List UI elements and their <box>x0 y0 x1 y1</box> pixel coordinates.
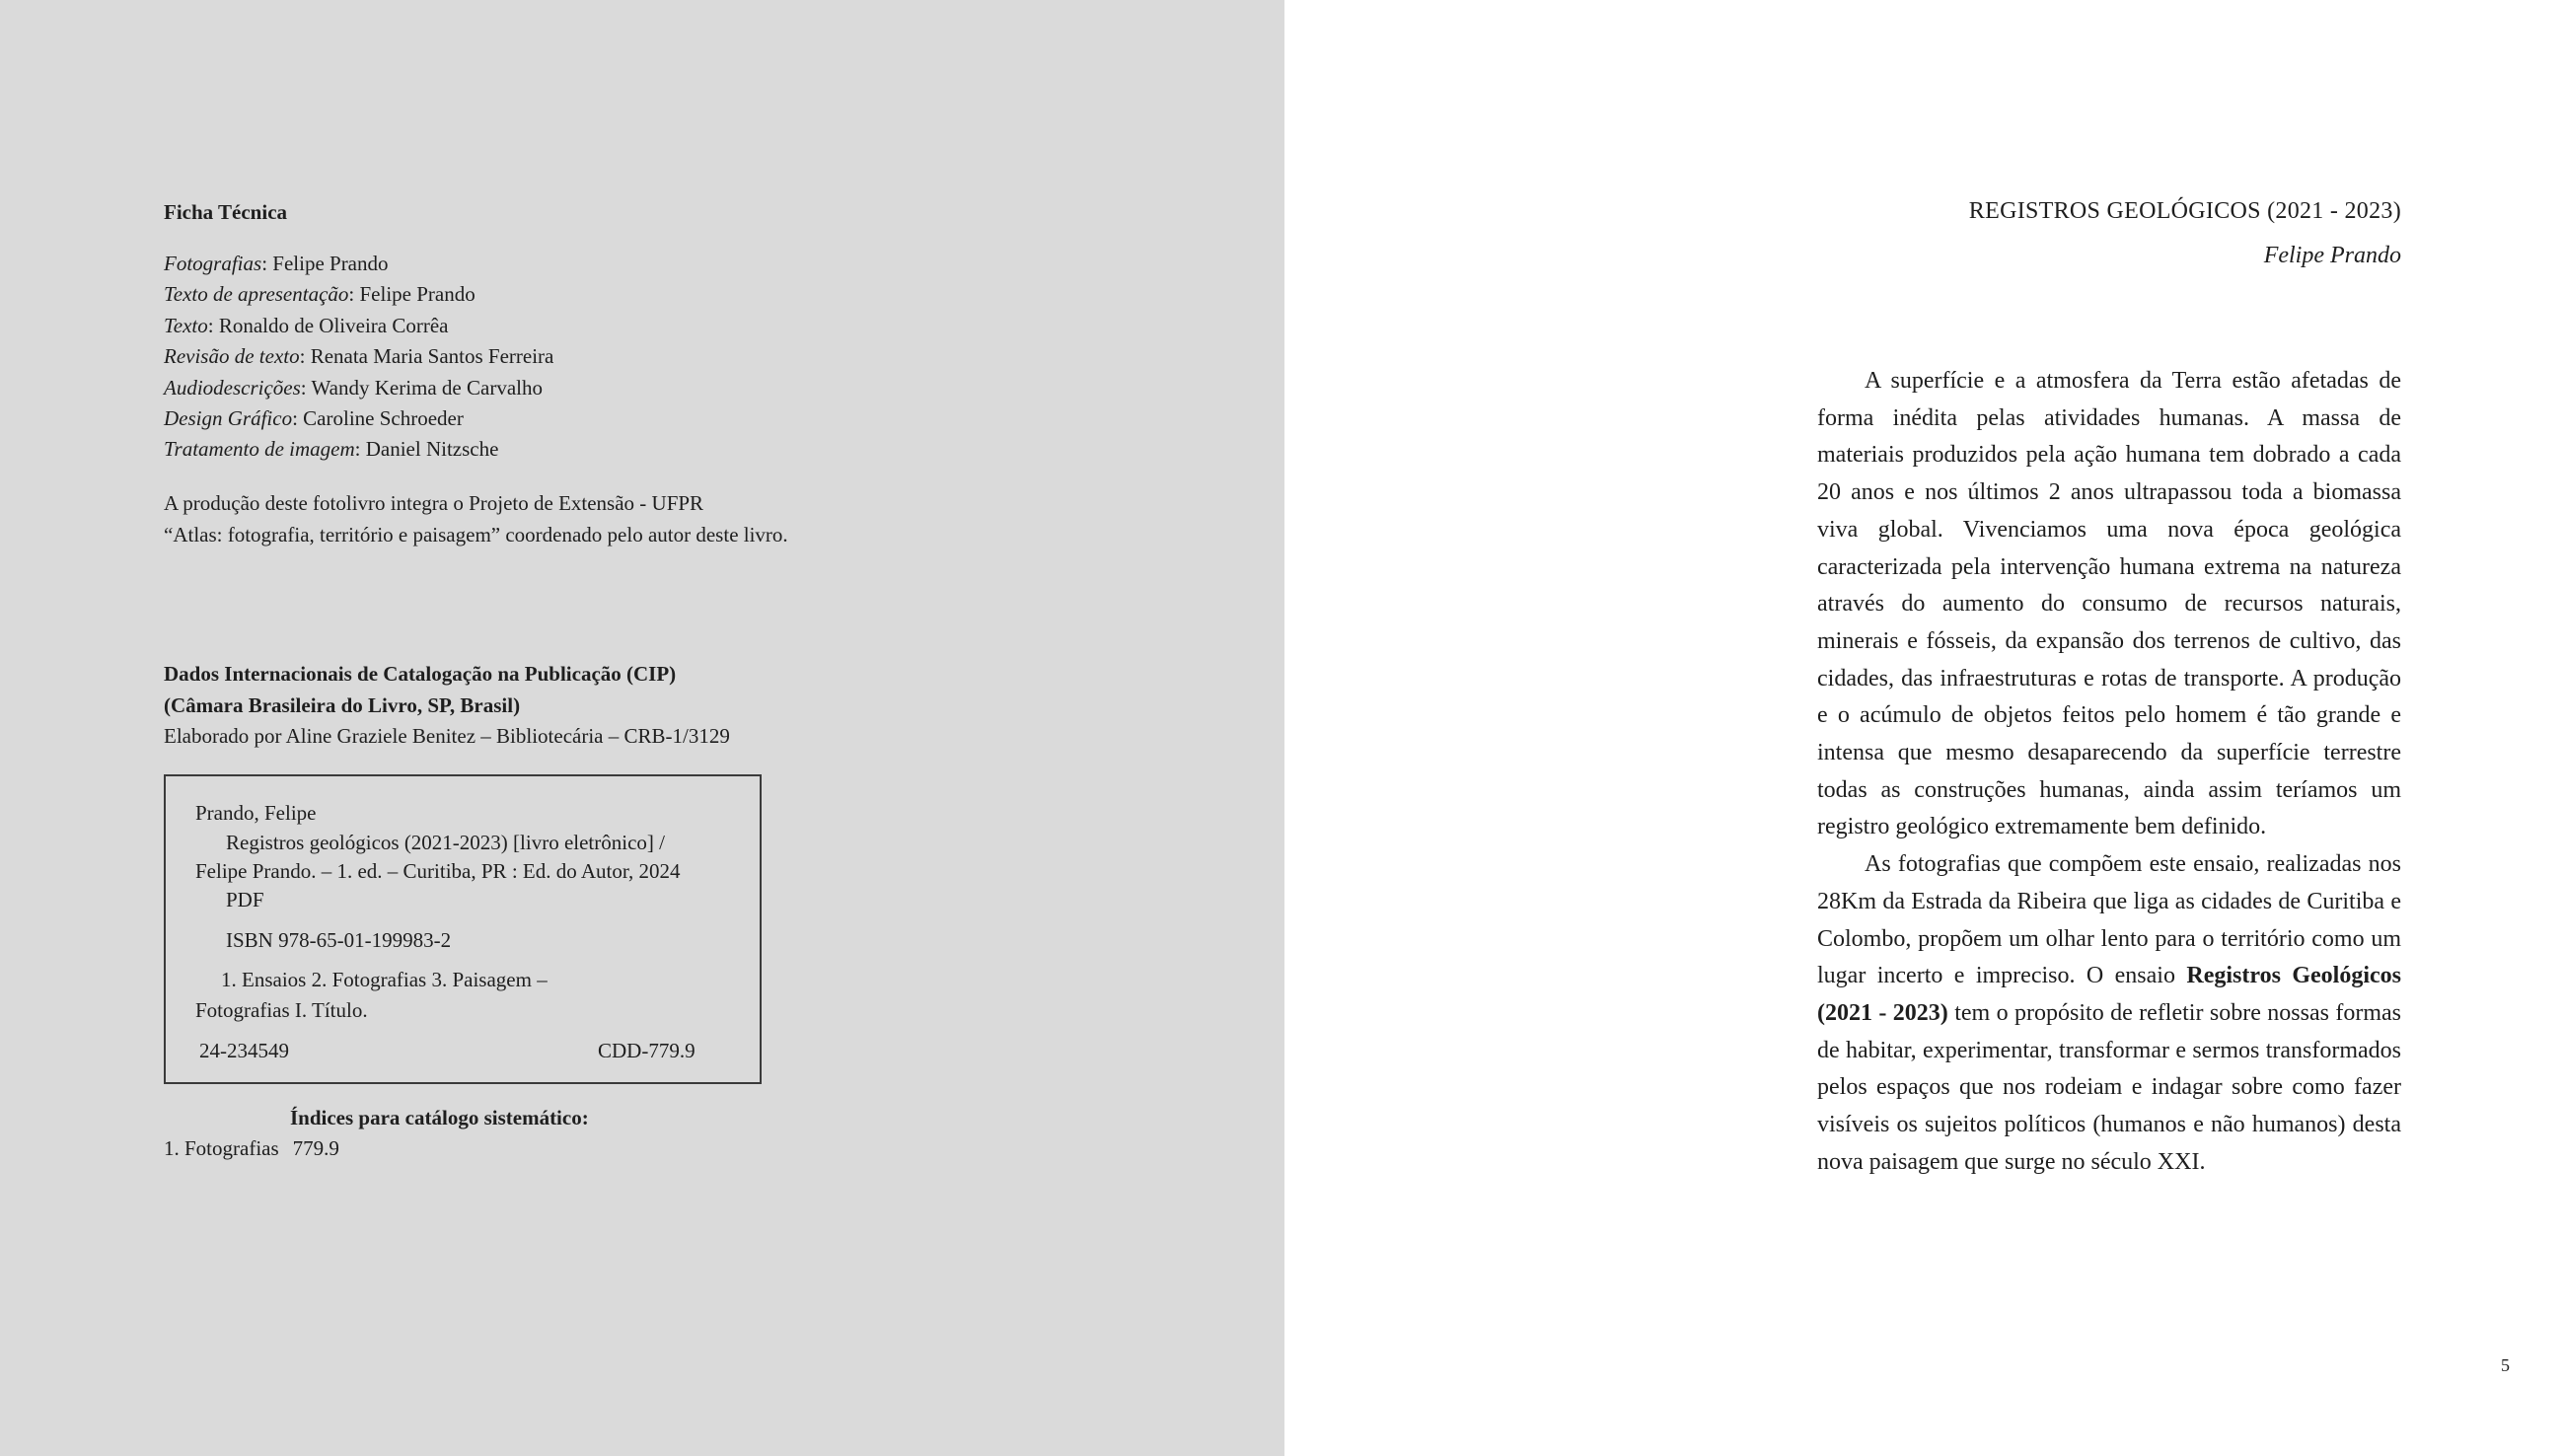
credit-role: Audiodescrições <box>164 375 301 400</box>
book-author: Felipe Prando <box>2263 243 2401 268</box>
essay-paragraph-1: A superfície e a atmosfera da Terra estão afetadas de forma inédita pelas atividades humanas. A massa de materiais produzidos pela ação humana tem dobrado a cada 20 anos e nos últimos 2 anos ultrapassou toda a biomassa viva global. Vivenciamos uma nova época geológica caracterizada pela intervenção humana extrema na natureza através do aumento do consumo de recursos naturais, minerais e fósseis, da expansão dos terrenos de cultivo, das cidades, das infraestruturas e rotas de transporte. A produção e o acúmulo de objetos feitos pelo homem é tão grande e intensa que mesmo desaparecendo da superfície terrestre todas as construções humanas, ainda assim teríamos um registro geológico extremamente bem definido. <box>1817 368 2401 840</box>
credit-line <box>164 403 553 434</box>
credit-name: : Renata Maria Santos Ferreira <box>299 344 554 369</box>
indices-item <box>164 1136 339 1161</box>
catalog-cdd: CDD-779.9 <box>598 1039 696 1062</box>
catalog-subjects-line-1: 1. Ensaios 2. Fotografias 3. Paisagem – <box>221 968 548 991</box>
credit-name: : Wandy Kerima de Carvalho <box>300 375 543 400</box>
credit-role: Design Gráfico <box>164 406 293 431</box>
page-number: 5 <box>2501 1355 2510 1375</box>
production-note <box>164 488 788 550</box>
ficha-tecnica-title: Ficha Técnica <box>164 200 288 224</box>
catalog-title-line: Registros geológicos (2021-2023) [livro eletrônico] / <box>226 831 665 854</box>
essay-paragraph-2 <box>1817 846 2401 1181</box>
catalog-author: Prando, Felipe <box>195 801 317 825</box>
cip-heading-line-1: Dados Internacionais de Catalogação na Publicação (CIP) <box>164 662 677 686</box>
essay-text <box>1817 363 2401 1181</box>
credit-role: Texto <box>164 313 208 337</box>
indices-item-number: 779.9 <box>292 1136 339 1160</box>
credit-role: Tratamento de imagem <box>164 437 355 462</box>
catalog-subjects-line-2: Fotografias I. Título. <box>195 998 368 1022</box>
credit-name: : Felipe Prando <box>261 252 389 275</box>
right-page <box>1284 0 2563 1456</box>
credits-list <box>164 249 553 466</box>
catalog-edition-line: Felipe Prando. – 1. ed. – Curitiba, PR : Ed. do Autor, 2024 <box>195 859 681 883</box>
credit-role: Fotografias <box>164 252 262 275</box>
catalog-format: PDF <box>226 888 264 911</box>
essay-paragraph-2-end: tem o propósito de refletir sobre nossas formas de habitar, experimentar, transformar e sermos transformados pelos espaços que nos rodeiam e indagar sobre como fazer visíveis os sujeitos políticos (humanos e não humanos) desta nova paisagem que surge no século XXI. <box>1817 999 2401 1175</box>
credit-name: : Daniel Nitzsche <box>354 437 499 462</box>
credit-name: : Ronaldo de Oliveira Corrêa <box>207 313 449 337</box>
indices-title: Índices para catálogo sistemático: <box>290 1106 589 1129</box>
catalog-card <box>164 774 762 1084</box>
cip-heading <box>164 659 730 753</box>
credit-line <box>164 279 553 310</box>
credit-line <box>164 311 553 341</box>
cip-prepared-by: Elaborado por Aline Graziele Benitez – Bibliotecária – CRB-1/3129 <box>164 724 730 748</box>
book-title: REGISTROS GEOLÓGICOS (2021 - 2023) <box>1968 198 2401 224</box>
indices-item-label: 1. Fotografias <box>164 1136 279 1160</box>
production-note-line: A produção deste fotolivro integra o Projeto de Extensão - UFPR <box>164 491 704 515</box>
cip-heading-line-2: (Câmara Brasileira do Livro, SP, Brasil) <box>164 692 521 717</box>
credit-role: Revisão de texto <box>164 344 300 369</box>
credit-line <box>164 434 553 465</box>
credit-name: : Felipe Prando <box>348 282 476 307</box>
catalog-isbn: ISBN 978-65-01-199983-2 <box>226 928 452 952</box>
credit-role: Texto de apresentação <box>164 282 349 307</box>
essay-title-emphasis: Registros Geológicos (2021 - 2023) <box>1817 963 2401 1026</box>
credit-line <box>164 341 553 372</box>
credit-line <box>164 373 553 403</box>
catalog-control-number: 24-234549 <box>199 1039 289 1062</box>
credit-name: : Caroline Schroeder <box>292 406 464 431</box>
credit-line <box>164 249 553 279</box>
essay-paragraph-2-start: As fotografias que compõem este ensaio, realizadas nos 28Km da Estrada da Ribeira que liga as cidades de Curitiba e Colombo, propõem um olhar lento para o território como um lugar incerto e impreciso. O ensaio <box>1817 851 2401 989</box>
production-note-line: “Atlas: fotografia, território e paisagem” coordenado pelo autor deste livro. <box>164 522 788 546</box>
